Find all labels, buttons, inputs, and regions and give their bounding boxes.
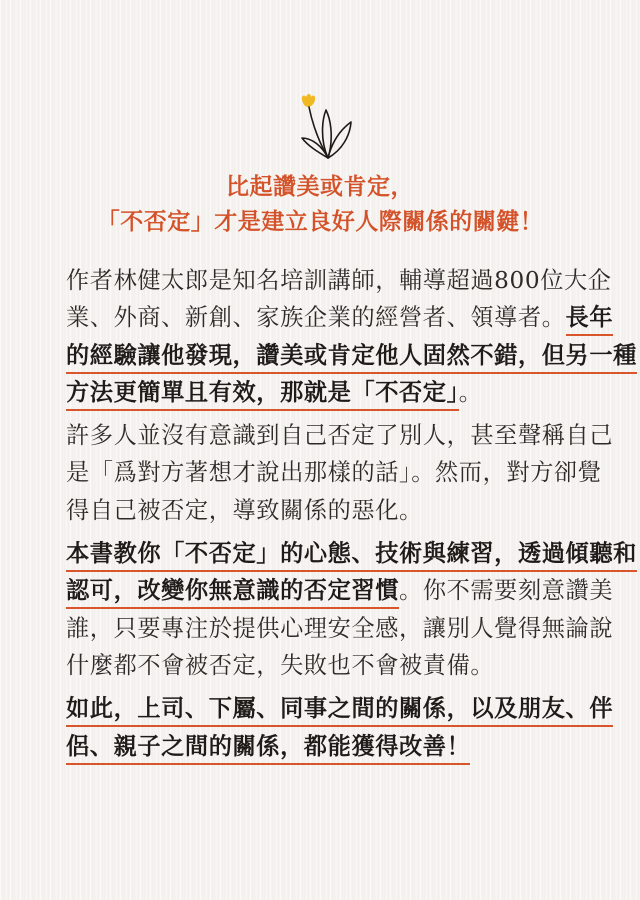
- text-line: 許多人並沒有意識到自己否定了別人，甚至聲稱自己: [66, 422, 614, 450]
- text-line: [66, 535, 637, 572]
- text-line: [66, 572, 614, 609]
- highlighted-text: 方法更簡單且有效，那就是「不否定」: [66, 379, 459, 411]
- plain-text: 。: [458, 378, 483, 406]
- text-line: 作者林健太郎是知名培訓講師，輔導超過800位大企: [66, 267, 612, 294]
- paragraph-2: [66, 417, 614, 529]
- paragraph-1: [66, 262, 637, 411]
- plain-text: 業、外商、新創、家族企業的經營者、領導者。: [66, 304, 566, 332]
- paragraph-3: [66, 535, 637, 684]
- flower-sprig-icon: [300, 92, 356, 164]
- highlighted-text: 侶、親子之間的關係，都能獲得改善！: [66, 733, 470, 765]
- text-line: [66, 299, 614, 336]
- headline-line-1: 比起讚美或肯定，: [226, 174, 414, 200]
- text-line: 什麼都不會被否定，失敗也不會被責備。: [66, 651, 495, 679]
- text-line: 得自己被否定，導致關係的惡化。: [66, 496, 423, 524]
- highlighted-text: 如此，上司、下屬、同事之間的關係，以及朋友、伴: [66, 695, 613, 727]
- paragraph-4: [66, 690, 614, 765]
- highlighted-text: 的經驗讓他發現，讚美或肯定他人固然不錯，但另一種: [66, 342, 637, 374]
- highlighted-text: 認可，改變你無意識的否定習慣: [66, 577, 399, 609]
- text-line: [66, 337, 637, 374]
- text-line: [66, 728, 580, 765]
- highlighted-text: 長年: [566, 304, 614, 336]
- headline: [0, 170, 640, 240]
- body-text: [66, 262, 637, 771]
- text-line: 誰，只要專注於提供心理安全感，讓別人覺得無論說: [66, 614, 614, 642]
- highlighted-text: 本書教你「不否定」的心態、技術與練習，透過傾聽和: [66, 540, 637, 572]
- text-line: 是「爲對方著想才說出那樣的話」。然而，對方卻覺: [66, 459, 602, 487]
- headline-line-2: 「不否定」才是建立良好人際關係的關鍵！: [96, 209, 544, 235]
- plain-text: 。你不需要刻意讚美: [399, 577, 614, 605]
- text-line: [66, 690, 614, 727]
- text-line: [66, 374, 580, 411]
